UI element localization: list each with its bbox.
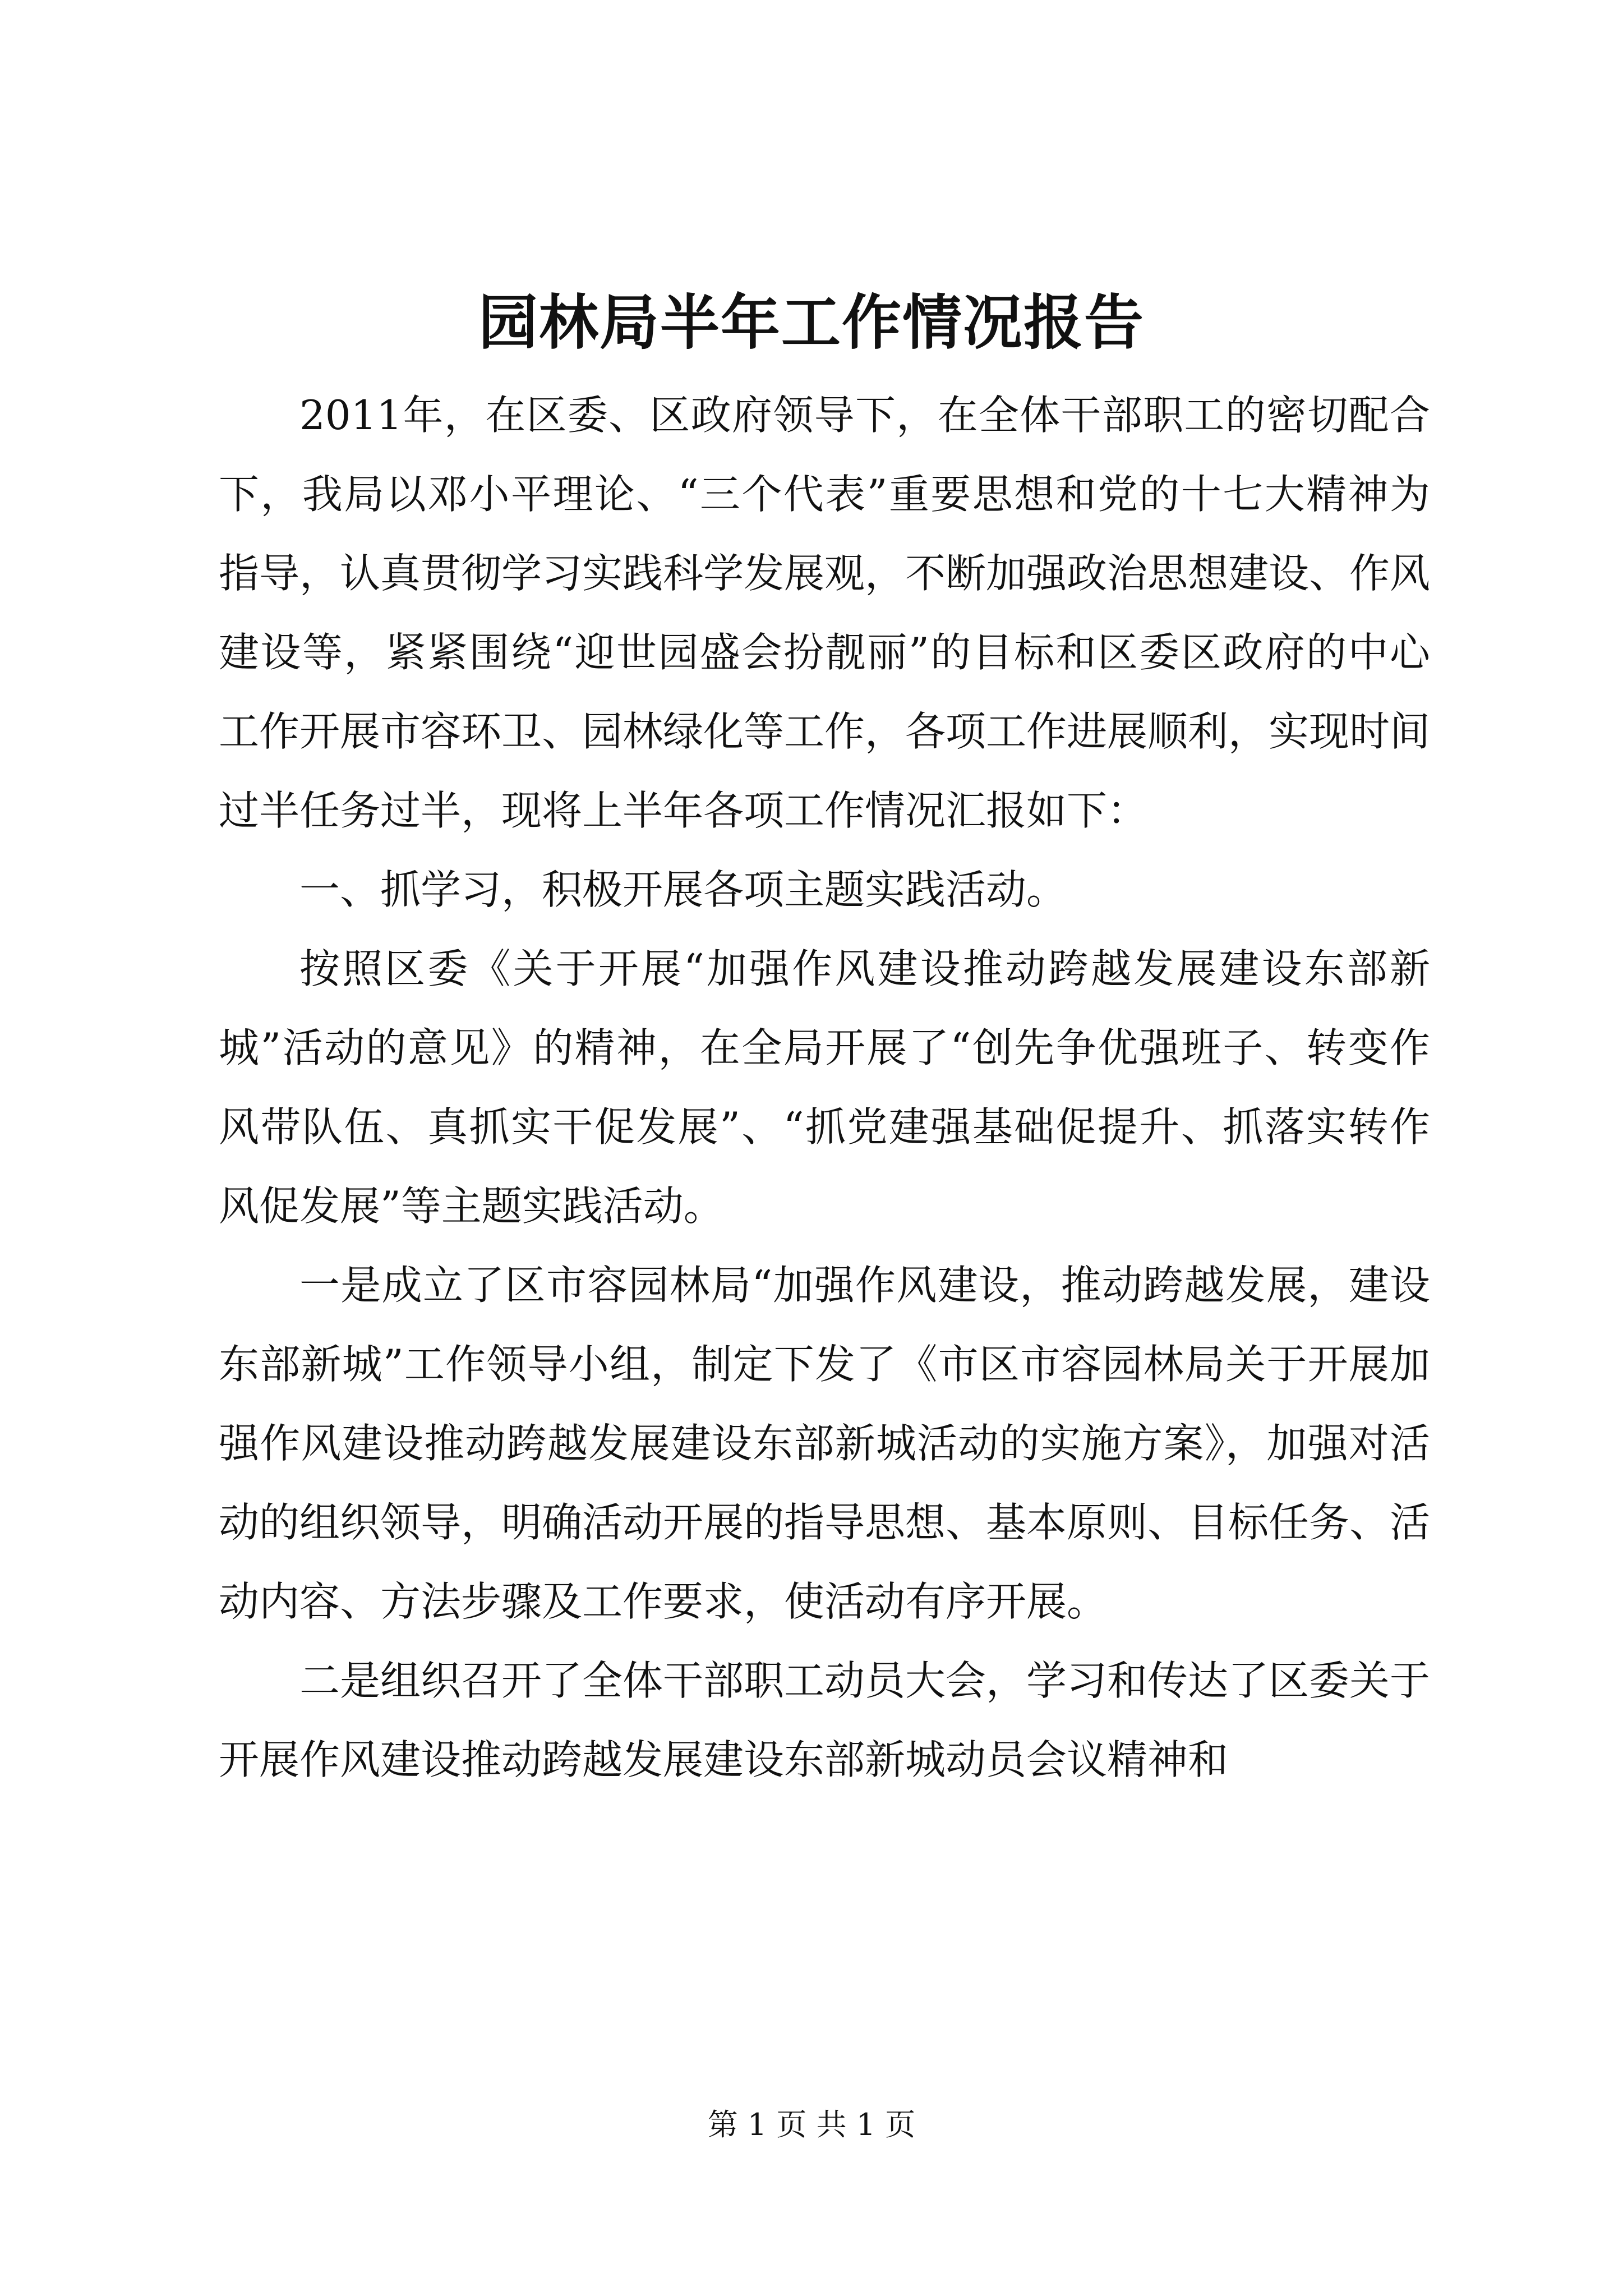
paragraph-point-1: 一是成立了区市容园林局“加强作风建设，推动跨越发展，建设东部新城”工作领导小组，制定下发了《市区市容园林局关于开展加强作风建设推动跨越发展建设东部新城活动的实施方案》，加强对活动的组织领导，明确活动开展的指导思想、基本原则、目标任务、活动内容、方法步骤及工作要求，使活动有序开展。 xyxy=(219,1262,1431,1625)
page-number-footer: 第 1 页 共 1 页 xyxy=(707,2107,916,2142)
section-heading-1: 一、抓学习，积极开展各项主题实践活动。 xyxy=(299,866,1067,913)
document-body xyxy=(219,376,1430,1800)
paragraph-intro: 2011年，在区委、区政府领导下，在全体干部职工的密切配合下，我局以邓小平理论、“三个代表”重要思想和党的十七大精神为指导，认真贯彻学习实践科学发展观，不断加强政治思想建设、作风建设等，紧紧围绕“迎世园盛会扮靓丽”的目标和区委区政府的中心工作开展市容环卫、园林绿化等工作，各项工作进展顺利，实现时间过半任务过半，现将上半年各项工作情况汇报如下： xyxy=(219,392,1431,834)
document-title: 园林局半年工作情况报告 xyxy=(478,287,1145,357)
paragraph-section-1: 按照区委《关于开展“加强作风建设推动跨越发展建设东部新城”活动的意见》的精神，在全局开展了“创先争优强班子、转变作风带队伍、真抓实干促发展”、“抓党建强基础促提升、抓落实转作风促发展”等主题实践活动。 xyxy=(219,945,1430,1230)
paragraph-point-2: 二是组织召开了全体干部职工动员大会，学习和传达了区委关于开展作风建设推动跨越发展建设东部新城动员会议精神和 xyxy=(219,1657,1431,1783)
